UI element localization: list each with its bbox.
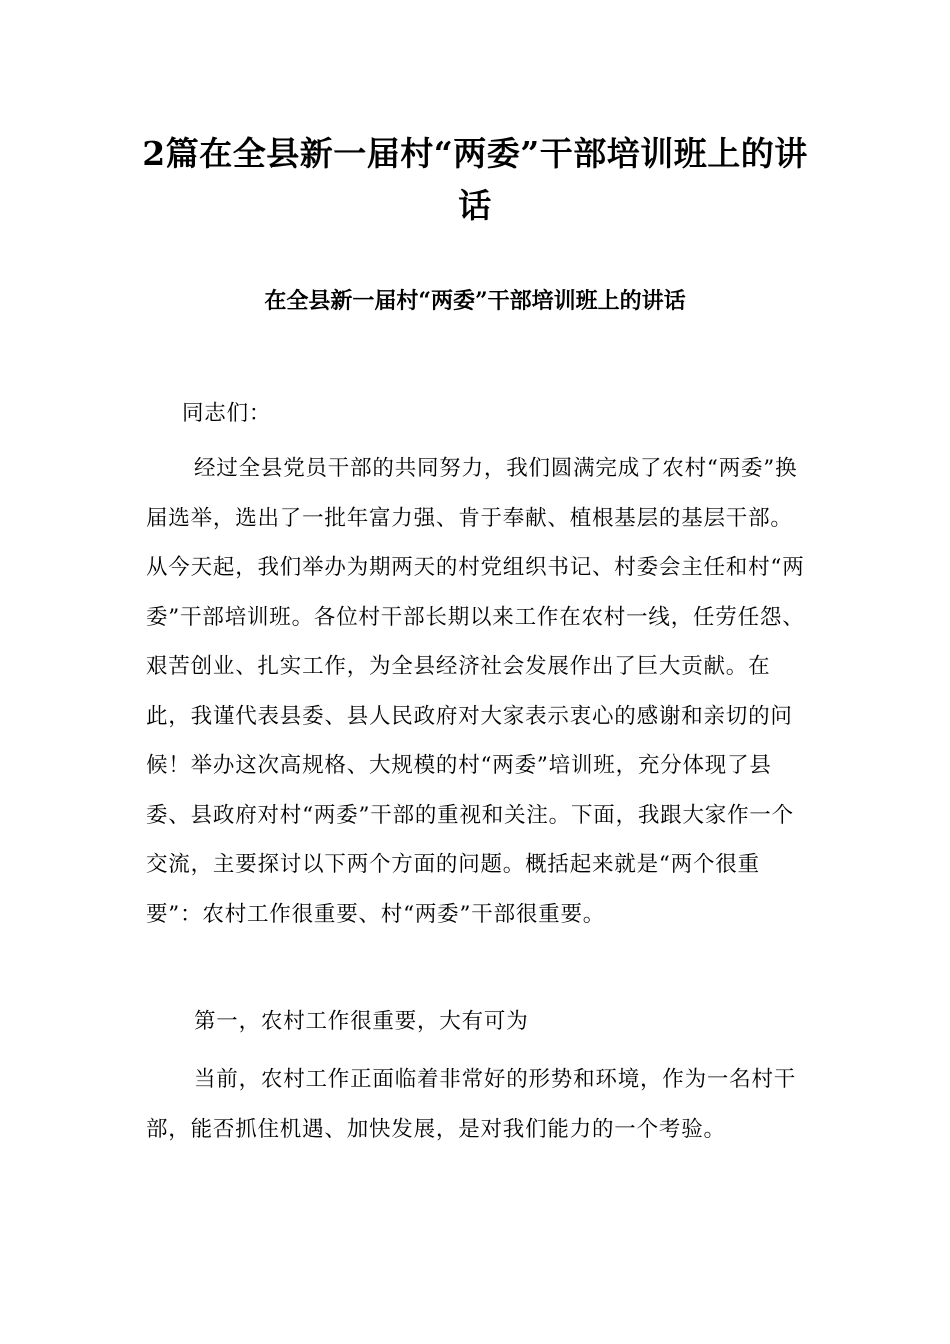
document-title: 2篇在全县新一届村“两委”干部培训班上的讲话 <box>142 134 808 225</box>
speech-title: 在全县新一届村“两委”干部培训班上的讲话 <box>264 288 686 314</box>
salutation: 同志们： <box>182 401 272 426</box>
body-paragraph-opening: 经过全县党员干部的共同努力，我们圆满完成了农村“两委”换届选举，选出了一批年富力强、肯于奉献、植根基层的基层干部。从今天起，我们举办为期两天的村党组织书记、村委会主任和村“两委”干部培训班。各位村干部长期以来工作在农村一线，任劳任怨、艰苦创业、扎实工作，为全县经济社会发展作出了巨大贡献。在此，我谨代表县委、县人民政府对大家表示衷心的感谢和亲切的问候！举办这次高规格、大规模的村“两委”培训班，充分体现了县委、县政府对村“两委”干部的重视和关注。下面，我跟大家作一个交流，主要探讨以下两个方面的问题。概括起来就是“两个很重要”：农村工作很重要、村“两委”干部很重要。 <box>146 456 805 927</box>
section-heading-first: 第一，农村工作很重要，大有可为 <box>194 1009 529 1034</box>
body-paragraph-current-situation: 当前，农村工作正面临着非常好的形势和环境，作为一名村干部，能否抓住机遇、加快发展，是对我们能力的一个考验。 <box>146 1067 797 1142</box>
